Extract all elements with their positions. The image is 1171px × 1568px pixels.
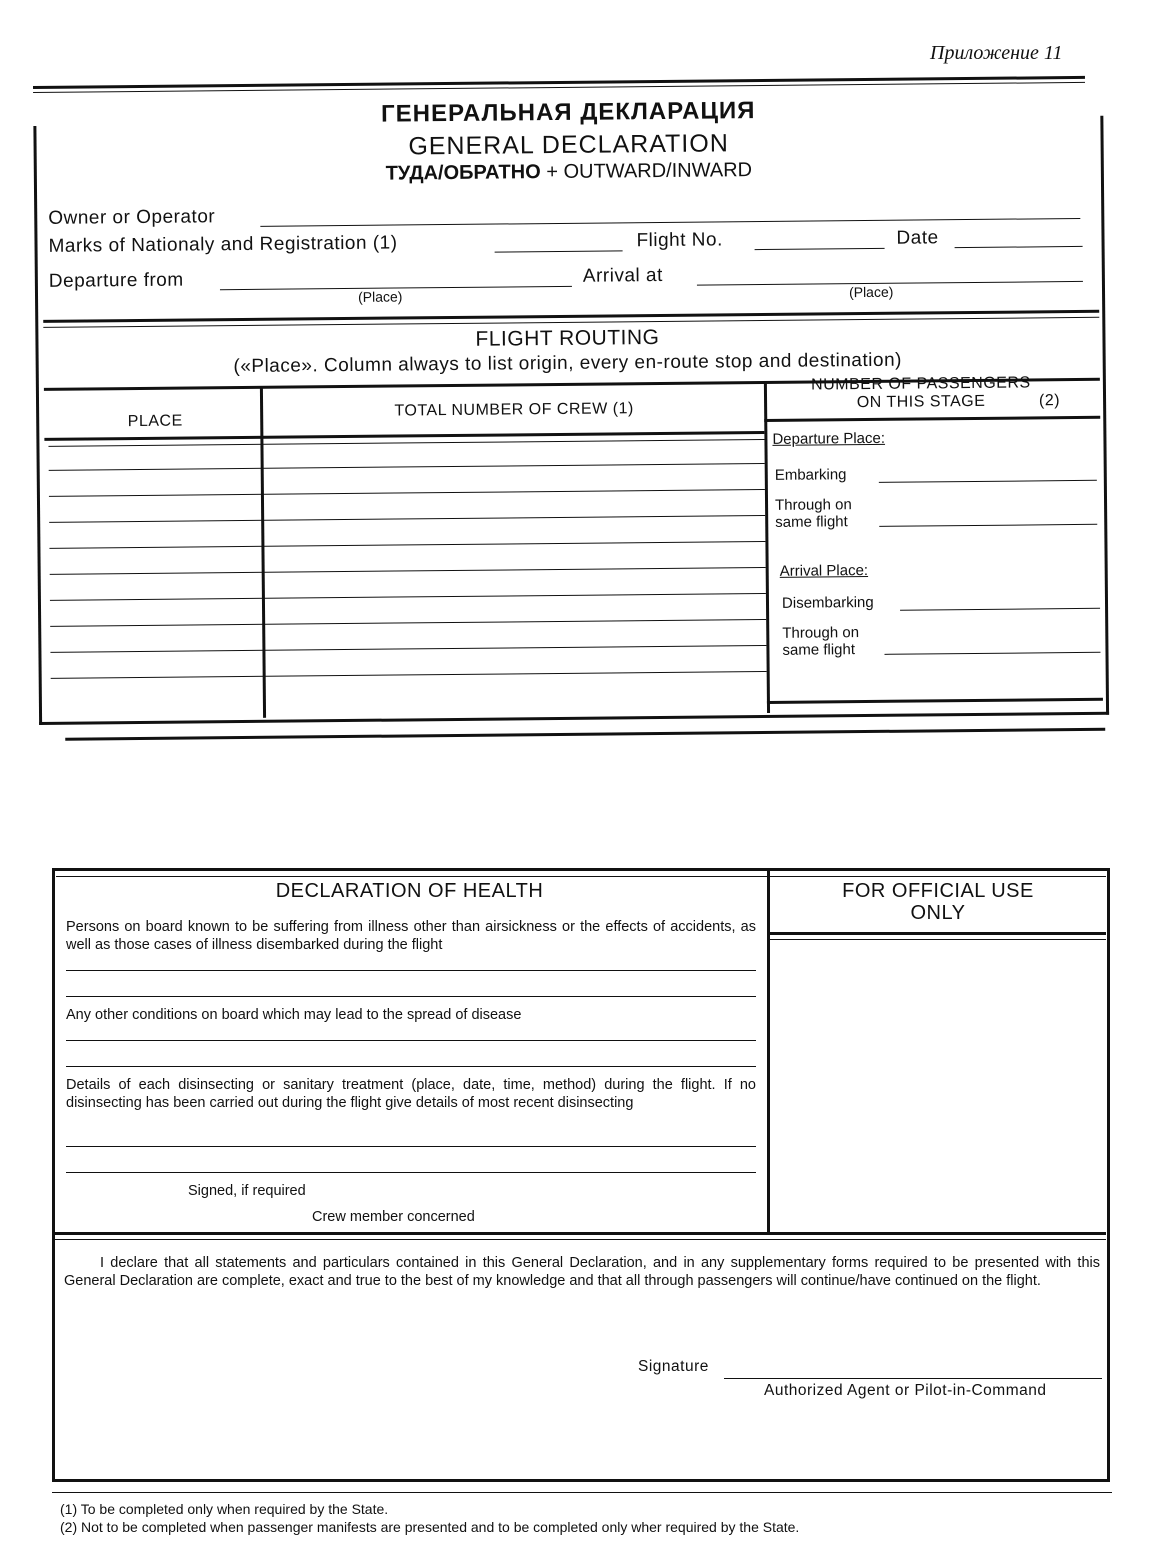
signature-label: Signature [638, 1358, 709, 1375]
declaration-text: I declare that all statements and particulars contained in this General Declaration, and in any supplementary forms required to be presented with this General Declaration are complete, exact and true to the best of my knowledge and that all through passengers will continue/have continued on the flight. [64, 1255, 1100, 1289]
official-use-line1: FOR OFFICIAL USE [842, 880, 1034, 902]
illness-line-1[interactable] [66, 970, 756, 971]
disinsecting-line-1[interactable] [66, 1146, 756, 1147]
embarking-label: Embarking [774, 466, 847, 484]
health-section-bottom-inner [52, 1239, 1106, 1240]
footnote-separator [52, 1492, 1112, 1493]
arrival-place-label: Arrival Place: [779, 562, 869, 580]
official-title-bottom [770, 932, 1106, 935]
arrival-place-hint: (Place) [848, 283, 894, 301]
owner-label: Owner or Operator [48, 206, 216, 229]
footnote-1: (1) To be completed only when required by the State. [60, 1501, 389, 1517]
departure-place-hint: (Place) [357, 288, 403, 305]
official-use-line2: ONLY [910, 902, 966, 924]
form-bottom-rule [65, 728, 1105, 741]
subtitle-separator: + [546, 160, 559, 184]
col-pax-header-line2: ON THIS STAGE [856, 392, 986, 412]
official-use-title [770, 880, 1106, 924]
title-english: GENERAL DECLARATION [408, 129, 729, 161]
health-section-bottom [52, 1232, 1106, 1235]
departure-place-label: Departure Place: [772, 429, 886, 448]
signatory-label: Authorized Agent or Pilot-in-Command [764, 1382, 1047, 1399]
general-declaration-form [33, 76, 1109, 726]
illness-text: Persons on board known to be suffering from illness other than airsickness or the effects of accidents, as well as those cases of illness disembarked during the flight [66, 919, 756, 953]
health-declaration-form [52, 868, 1110, 1482]
disinsecting-line-2[interactable] [66, 1172, 756, 1173]
through-departure-label [775, 496, 852, 531]
disinsecting-text: Details of each disinsecting or sanitary treatment (place, date, time, method) during the flight. If no disinsecting has been carried out during the flight give details of most recent disinsecting [66, 1077, 756, 1111]
title-russian: ГЕНЕРАЛЬНАЯ ДЕКЛАРАЦИЯ [380, 97, 756, 128]
through-arrival-line1: Through on [782, 624, 860, 642]
col-crew-header: TOTAL NUMBER OF CREW (1) [394, 400, 634, 420]
col-place-header: PLACE [127, 412, 183, 431]
official-divider [767, 870, 770, 1235]
through-arrival-label [782, 624, 859, 659]
through-departure-line1: Through on [774, 496, 852, 514]
health-frame-inner-top [56, 876, 1106, 877]
flight-no-label: Flight No. [636, 229, 723, 252]
conditions-text: Any other conditions on board which may lead to the spread of disease [66, 1007, 522, 1023]
marks-label: Marks of Nationaly and Registration (1) [48, 232, 398, 257]
flight-routing-note: («Place». Column always to list origin, every en-route stop and destination) [233, 349, 903, 378]
appendix-label: Приложение 11 [930, 42, 1063, 64]
conditions-line-1[interactable] [66, 1040, 756, 1041]
conditions-line-2[interactable] [66, 1066, 756, 1067]
through-arrival-line2: same flight [782, 641, 856, 659]
official-title-bottom-inner [770, 939, 1106, 940]
flight-routing-title: FLIGHT ROUTING [475, 325, 660, 351]
through-departure-line2: same flight [775, 513, 848, 531]
date-label: Date [896, 227, 939, 249]
col-pax-header [776, 374, 1066, 413]
arrival-label: Arrival at [582, 264, 663, 287]
disembarking-label: Disembarking [781, 593, 874, 612]
illness-line-2[interactable] [66, 996, 756, 997]
col-pax-header-line1: NUMBER OF PASSENGERS [811, 374, 1031, 394]
signature-field[interactable] [724, 1378, 1102, 1379]
official-use-area[interactable] [772, 944, 1102, 1228]
footnotes [60, 1500, 799, 1536]
col-pax-header-row2 [776, 392, 1066, 413]
footnote-2: (2) Not to be completed when passenger manifests are presented and to be completed only wher required by the State. [60, 1519, 800, 1535]
col-pax-footnote-ref: (2) [1038, 392, 1061, 410]
subtitle-russian: ТУДА/ОБРАТНО [385, 161, 541, 185]
departure-label: Departure from [48, 269, 184, 292]
signed-label: Signed, if required [188, 1183, 306, 1199]
health-title: DECLARATION OF HEALTH [275, 880, 544, 902]
subtitle-english: OUTWARD/INWARD [563, 159, 753, 183]
crew-member-label: Crew member concerned [312, 1209, 475, 1225]
